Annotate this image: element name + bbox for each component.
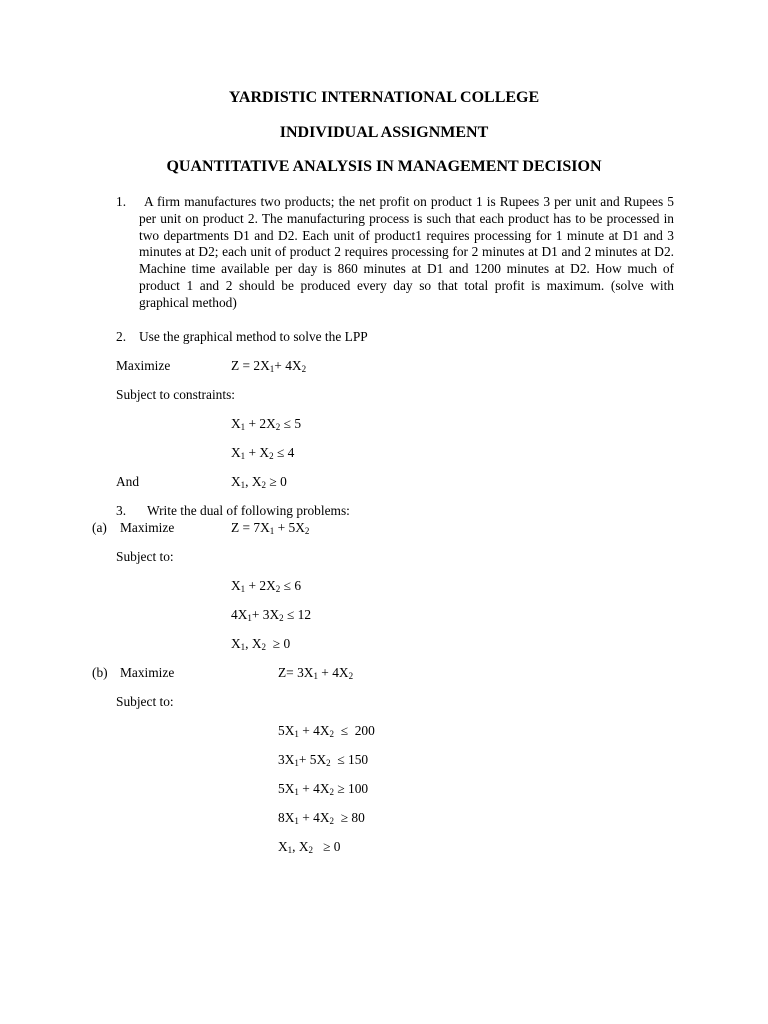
- q3b-constraint-3: $5X_1 + 4X_2 \ge 100$: [278, 781, 369, 797]
- q3b-subject-label: Subject to:: [116, 694, 174, 709]
- q3b-maximize-label: Maximize: [120, 665, 175, 680]
- q3a-constraint-1: $X_1 + 2X_2 \le 6$: [231, 578, 302, 594]
- q2-objective: $Z = 2X_1+ 4X_2$: [231, 358, 307, 374]
- question-3-number: 3.: [116, 503, 127, 518]
- q2-and-label: And: [116, 474, 140, 489]
- q2-nonnegativity: $X_1$, $X_2 \ge 0$: [231, 474, 287, 490]
- q3b-constraint-4: $8X_1 + 4X_2 \ge 80$: [278, 810, 365, 826]
- q3a-objective: $Z = 7X_1 + 5X_2$: [231, 520, 310, 536]
- q3b-objective: $Z= 3X_1 + 4X_2$: [278, 665, 354, 681]
- q2-constraint-2: $X_1 + X_2 \le 4$: [231, 445, 295, 461]
- q3a-constraint-2: $4X_1+ 3X_2 \le 12$: [231, 607, 312, 623]
- q3a-label: (a): [92, 520, 107, 535]
- q3a-nonnegativity: $X_1$, $X_2 \ge 0$: [231, 636, 291, 652]
- question-2-text: Use the graphical method to solve the LPP: [139, 329, 368, 344]
- q2-maximize-label: Maximize: [116, 358, 171, 373]
- college-title: YARDISTIC INTERNATIONAL COLLEGE: [228, 89, 540, 106]
- q3b-constraint-1: $5X_1 + 4X_2 \le 200$: [278, 723, 375, 739]
- q2-constraint-1: $X_1 + 2X_2 \le 5$: [231, 416, 302, 432]
- question-1-number: 1.: [116, 194, 127, 209]
- question-2-number: 2.: [116, 329, 127, 344]
- q3b-constraint-2: $3X_1+ 5X_2 \le 150$: [278, 752, 369, 768]
- q3a-subject-label: Subject to:: [116, 549, 174, 564]
- q3b-nonnegativity: $X_1$, $X_2 \ge 0$: [278, 839, 341, 855]
- q3a-maximize-label: Maximize: [120, 520, 175, 535]
- q2-subject-label: Subject to constraints:: [116, 387, 236, 402]
- q3b-label: (b): [92, 665, 108, 680]
- question-1-text: A firm manufactures two products; the net profit on product 1 is Rupees 3 per unit and Rupees 5 per unit on product 2. The manufacturing process is such that each product has to be processed in two departments D1 and D2. Each unit of product1 requires processing for 1 minute at D1 and 3 minutes at D2; each unit of product 2 requires processing for 2 minutes at D1 and 2 minutes at D2. Machine time available per day is 860 minutes at D1 and 1200 minutes at D2. How much of product 1 and 2 should be produced every day so that total profit is maximum. (solve with graphical method): [139, 194, 674, 310]
- question-3-text: Write the dual of following problems:: [147, 503, 350, 518]
- course-title: QUANTITATIVE ANALYSIS IN MANAGEMENT DECISION: [166, 158, 602, 175]
- assignment-title: INDIVIDUAL ASSIGNMENT: [279, 124, 489, 141]
